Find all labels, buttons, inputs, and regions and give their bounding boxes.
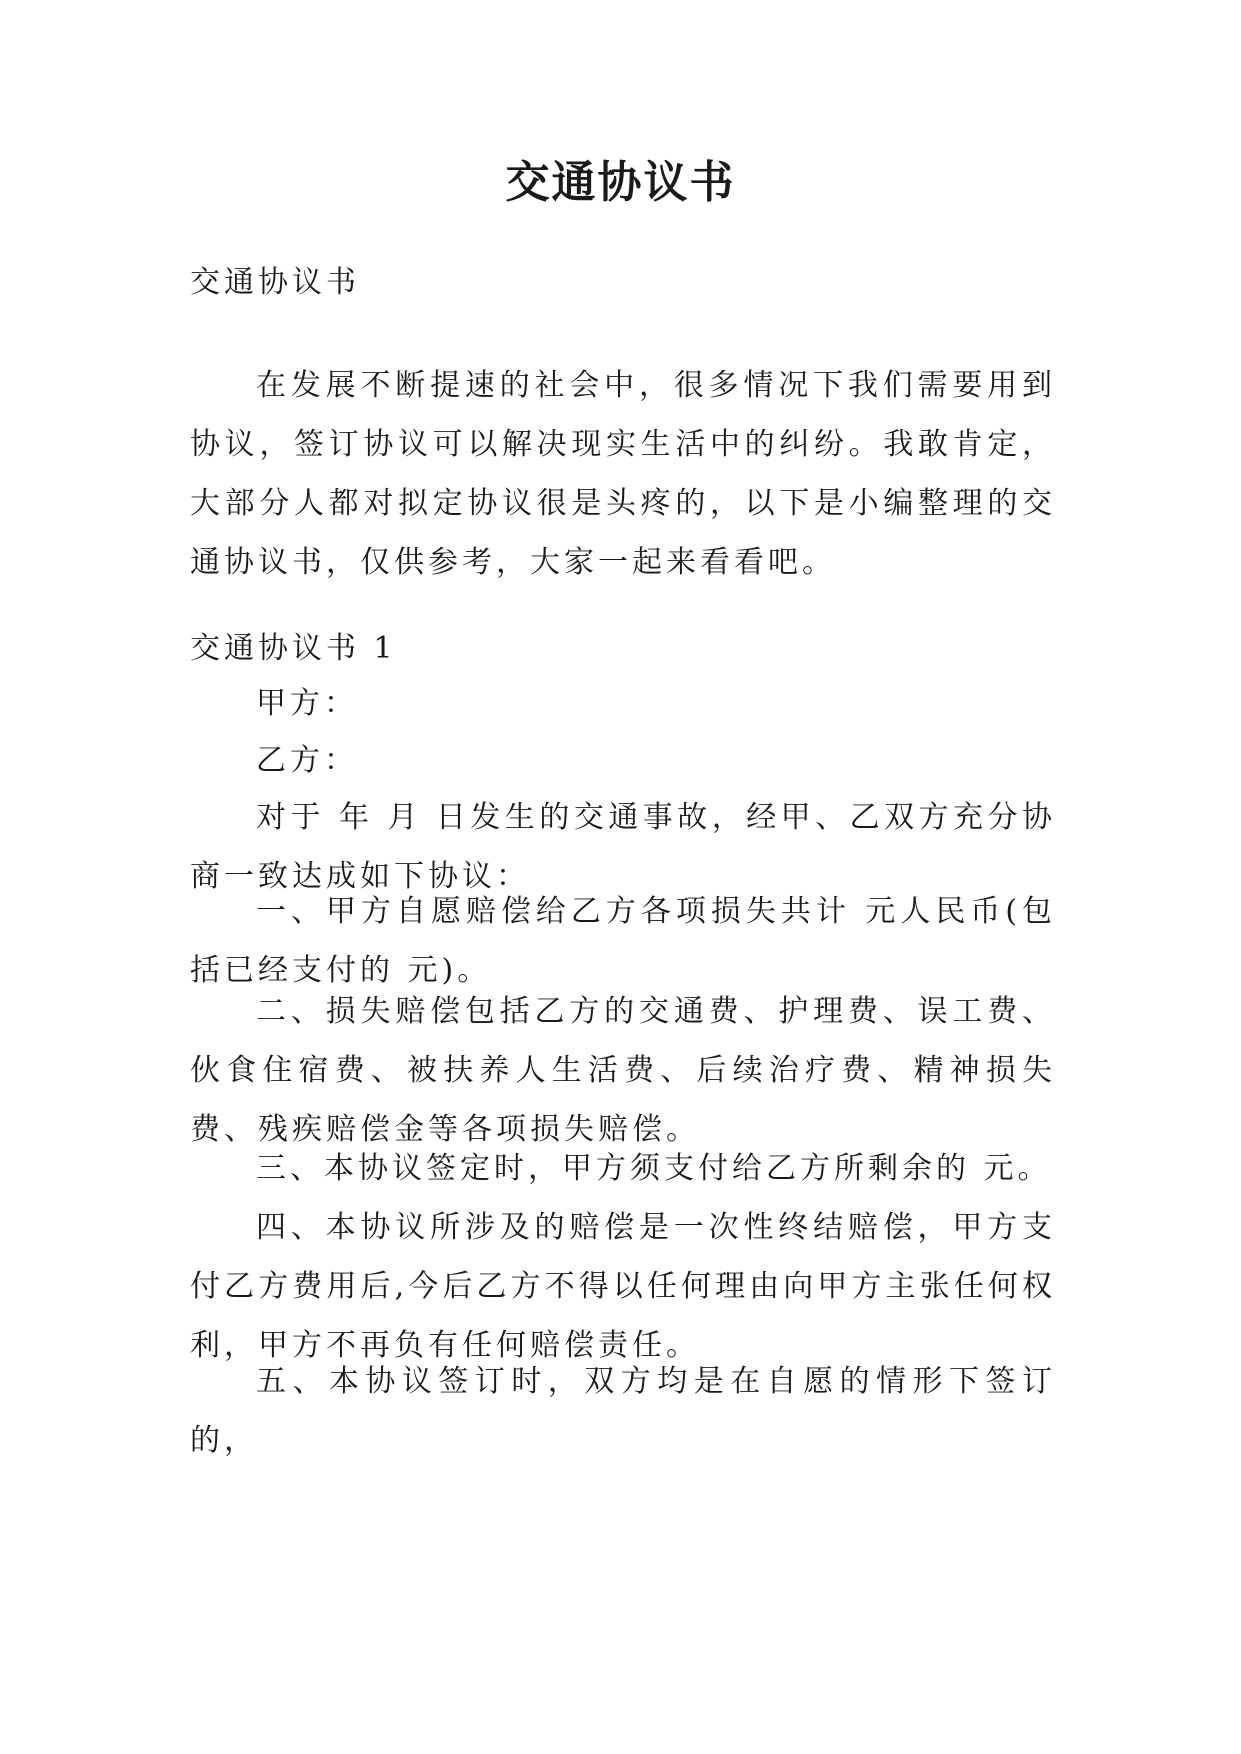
party-b-line: 乙方： <box>256 743 358 778</box>
clause-5: 五、本协议签订时，双方均是在自愿的情形下签订的， <box>190 1364 1056 1458</box>
intro-paragraph: 在发展不断提速的社会中，很多情况下我们需要用到协议，签订协议可以解决现实生活中的纠纷。我敢肯定，大部分人都对拟定协议很是头疼的，以下是小编整理的交通协议书，仅供参考，大家一起来看看吧。 <box>190 368 1056 580</box>
clause-2: 二、损失赔偿包括乙方的交通费、护理费、误工费、伙食住宿费、被扶养人生活费、后续治疗费、精神损失费、残疾赔偿金等各项损失赔偿。 <box>190 994 1056 1147</box>
clause-1: 一、甲方自愿赔偿给乙方各项损失共计 元人民币(包括已经支付的 元)。 <box>190 894 1056 988</box>
clause-4: 四、本协议所涉及的赔偿是一次性终结赔偿，甲方支付乙方费用后,今后乙方不得以任何理由向甲方主张任何权利，甲方不再负有任何赔偿责任。 <box>190 1210 1056 1363</box>
preamble-paragraph: 对于 年 月 日发生的交通事故，经甲、乙双方充分协商一致达成如下协议： <box>190 800 1056 894</box>
party-a-line: 甲方： <box>256 686 358 721</box>
document-title: 交通协议书 <box>505 157 736 208</box>
section-heading: 交通协议书 1 <box>190 631 397 666</box>
clause-3: 三、本协议签定时，甲方须支付给乙方所剩余的 元。 <box>256 1151 1052 1186</box>
document-subtitle: 交通协议书 <box>190 265 360 300</box>
